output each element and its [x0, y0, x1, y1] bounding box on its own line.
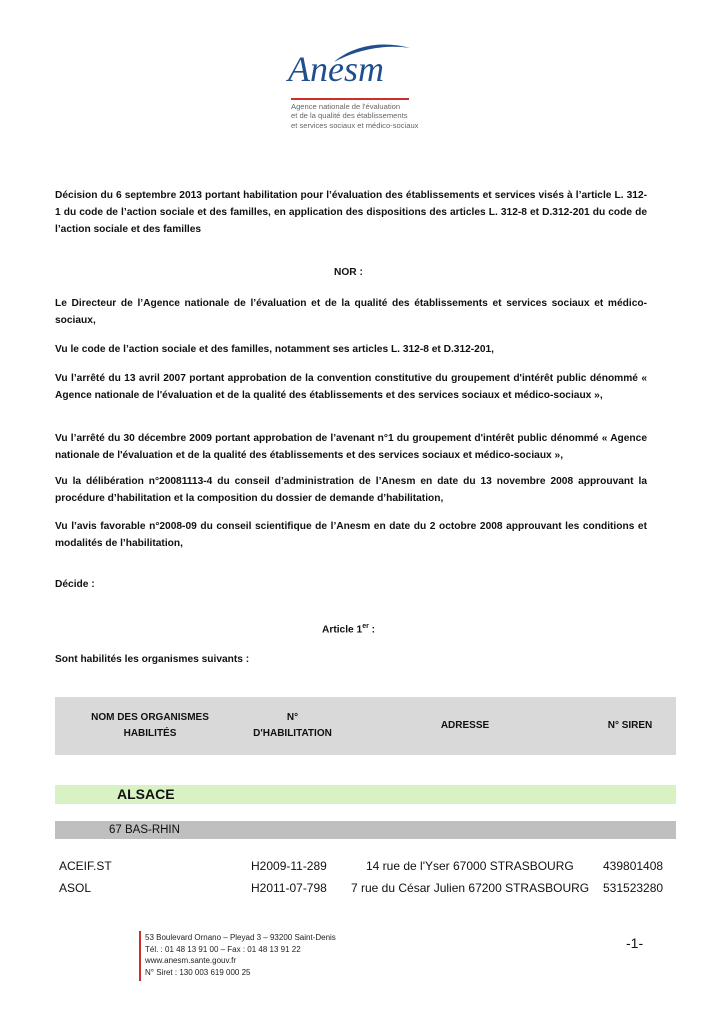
row-address: 14 rue de l'Yser 67000 STRASBOURG — [366, 859, 574, 873]
page-number: -1- — [626, 935, 644, 951]
row-number: H2009-11-289 — [251, 859, 327, 873]
paragraph-arrete-2009: Vu l’arrêté du 30 décembre 2009 portant approbation de l’avenant n°1 du groupement d'intérêt public dénommé « Agence nationale de l'évaluation et de la qualité des établissements et des services sociaux et médico-sociaux », — [55, 433, 647, 461]
logo-tagline-line: et de la qualité des établissements — [291, 111, 408, 121]
paragraph-deliberation: Vu la délibération n°20081113-4 du conseil d’administration de l’Anesm en date du 13 novembre 2008 approuvant la procédure d’habilitation et la composition du dossier de demande d’habilitation, — [55, 476, 647, 504]
footer-line: 53 Boulevard Ornano – Pleyad 3 – 93200 Saint-Denis — [145, 933, 336, 942]
logo-tagline — [291, 102, 431, 130]
paragraph-avis: Vu l’avis favorable n°2008-09 du conseil scientifique de l’Anesm en date du 2 octobre 2008 approuvant les conditions et modalités de l’habilitation, — [55, 521, 647, 549]
header-organisms: NOM DES ORGANISMES HABILITÉS — [91, 712, 209, 739]
footer-line: Tél. : 01 48 13 91 00 – Fax : 01 48 13 91 22 — [145, 944, 301, 954]
row-siren: 439801408 — [603, 859, 664, 873]
article-heading: Article 1er : — [322, 623, 376, 636]
row-address: 7 rue du César Julien 67200 STRASBOURG — [351, 881, 590, 895]
footer-line: N° Siret : 130 003 619 000 25 — [145, 967, 251, 977]
row-number: H2011-07-798 — [251, 881, 327, 895]
paragraph-director: Le Directeur de l’Agence nationale de l’évaluation et de la qualité des établissements et services sociaux et médico-sociaux, — [55, 298, 647, 326]
logo-tagline-line: Agence nationale de l'évaluation — [291, 102, 401, 111]
decision-title: Décision du 6 septembre 2013 portant habilitation pour l’évaluation des établissements et services visés à l’article L. 312-1 du code de l’action sociale et des familles, en application des dispositions des articles L. 312-8 et D.312-201 du code de l’action sociale et des familles — [55, 190, 647, 235]
region-label: ALSACE — [117, 786, 175, 802]
paragraph-arrete-2007: Vu l’arrêté du 13 avril 2007 portant approbation de la convention constitutive du groupement d'intérêt public dénommé « Agence nationale de l'évaluation et de la qualité des établissements et des services sociaux et médico-sociaux », — [55, 373, 647, 401]
footer-divider — [139, 931, 141, 981]
header-siren: N° SIREN — [607, 720, 653, 731]
department-band — [55, 821, 676, 839]
nor-label: NOR : — [334, 267, 363, 278]
footer-address — [145, 932, 336, 978]
header-habilitation-number: N° D'HABILITATION — [253, 712, 332, 739]
header-address: ADRESSE — [440, 720, 490, 731]
row-siren: 531523280 — [603, 881, 664, 895]
organisms-intro: Sont habilités les organismes suivants : — [55, 654, 250, 665]
logo-tagline-line: et services sociaux et médico-sociaux — [291, 120, 419, 130]
table-header — [55, 697, 676, 755]
decide-label: Décide : — [55, 579, 95, 590]
row-name: ACEIF.ST — [59, 859, 112, 873]
region-band — [55, 785, 676, 804]
footer-link[interactable]: www.anesm.sante.gouv.fr — [145, 956, 237, 966]
paragraph-code: Vu le code de l’action sociale et des familles, notamment ses articles L. 312-8 et D.312-201, — [55, 344, 495, 355]
logo-divider — [291, 98, 409, 100]
row-name: ASOL — [59, 881, 92, 895]
department-label: 67 BAS-RHIN — [109, 824, 180, 836]
logo-wordmark: Anesm — [288, 49, 384, 89]
